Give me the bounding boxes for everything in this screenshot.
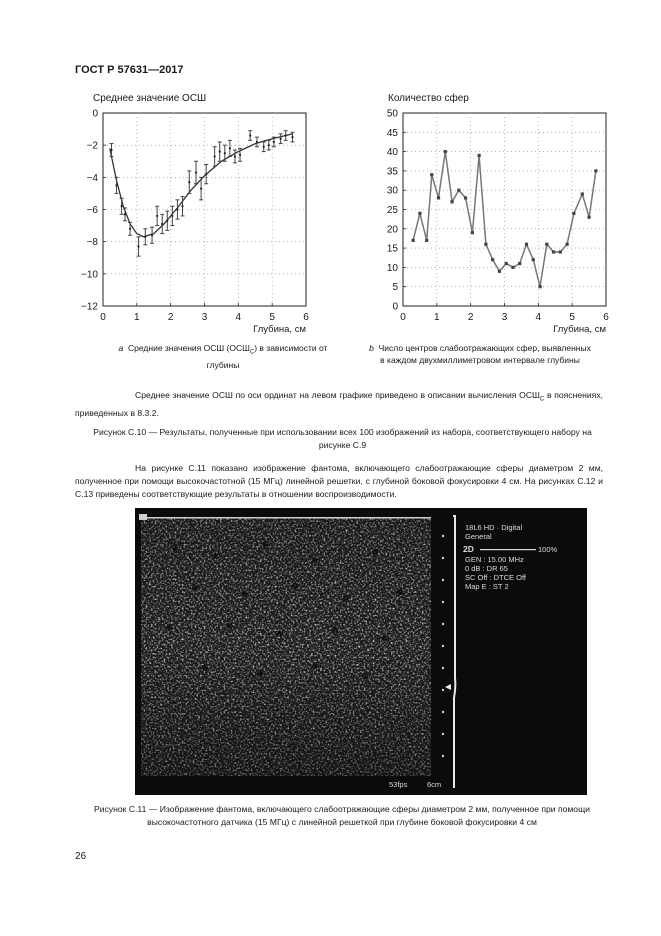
left-chart-point xyxy=(285,134,287,136)
right-chart-ytick-label: 15 xyxy=(386,243,398,255)
right-chart-point xyxy=(430,173,433,176)
left-chart-point xyxy=(224,152,226,154)
left-chart-point xyxy=(219,151,221,153)
right-chart-point xyxy=(581,192,584,195)
caption-b xyxy=(350,342,610,366)
right-chart-ytick-label: 10 xyxy=(386,262,398,274)
right-chart-point xyxy=(471,231,474,234)
right-chart-ytick-label: 0 xyxy=(392,301,398,313)
right-chart-point xyxy=(412,239,415,242)
left-chart-ytick-label: −10 xyxy=(81,269,98,281)
left-chart-xtick-label: 2 xyxy=(167,312,174,323)
left-chart-point xyxy=(263,146,265,148)
paragraph-snr-note xyxy=(75,389,603,420)
right-chart-point xyxy=(545,243,548,246)
us-fps: 53fps xyxy=(389,780,408,789)
left-chart-point xyxy=(268,144,270,146)
caption-b-label: b xyxy=(369,343,374,353)
us-depth: 6cm xyxy=(427,780,442,789)
ultrasound-image xyxy=(135,508,587,795)
left-chart-xtick-label: 6 xyxy=(303,312,309,323)
left-chart-point xyxy=(121,205,123,207)
right-chart-ytick-label: 30 xyxy=(386,185,398,197)
para1-part1: Среднее значение ОСШ по оси ординат на левом графике приведено в описании вычисления ОСШ xyxy=(135,390,540,400)
right-chart-series-line xyxy=(413,152,596,287)
left-chart-point xyxy=(151,234,153,236)
right-chart-ytick-label: 50 xyxy=(386,108,398,120)
left-chart-point xyxy=(234,155,236,157)
right-chart-xtick-label: 4 xyxy=(535,312,542,323)
ultrasound-depth-fade xyxy=(141,518,431,776)
right-chart-ytick-label: 5 xyxy=(392,282,398,294)
caption-a-sub: С xyxy=(249,349,255,356)
right-chart-title: Количество сфер xyxy=(388,93,469,104)
right-chart-point xyxy=(511,266,514,269)
caption-a-text-end: ) в зависимости от xyxy=(254,343,328,353)
right-chart-point xyxy=(572,212,575,215)
figure-c10-caption: Рисунок С.10 — Результаты, полученные при использовании всех 100 изображений из набора, соответствующего набору на рисунке С.9 xyxy=(93,427,592,450)
right-chart-point xyxy=(464,196,467,199)
us-mode-2d: 2D xyxy=(463,544,474,554)
left-chart-title: Среднее значение ОСШ xyxy=(93,93,207,104)
right-chart-point xyxy=(587,216,590,219)
right-chart-point xyxy=(565,243,568,246)
us-percent: 100% xyxy=(538,545,558,554)
left-chart-point xyxy=(144,236,146,238)
left-chart-point xyxy=(256,141,258,143)
us-db: 0 dB : DR 65 xyxy=(465,564,508,573)
left-chart-point xyxy=(188,181,190,183)
right-chart-point xyxy=(552,250,555,253)
left-chart-point xyxy=(156,215,158,217)
right-chart-point xyxy=(457,189,460,192)
right-chart-point xyxy=(505,262,508,265)
left-chart-ytick-label: −2 xyxy=(86,140,98,152)
left-chart-xtick-label: 1 xyxy=(134,312,140,323)
caption-a-label: а xyxy=(118,343,124,353)
left-chart-point xyxy=(129,228,131,230)
right-chart-point xyxy=(532,258,535,261)
right-chart-xtick-label: 2 xyxy=(467,312,474,323)
left-chart-point xyxy=(181,205,183,207)
right-chart-xtick-label: 5 xyxy=(569,312,575,323)
ultrasound-top-line xyxy=(141,517,431,519)
right-chart-ytick-label: 45 xyxy=(386,127,398,139)
left-chart-xtick-label: 5 xyxy=(269,312,275,323)
para1-sub: С xyxy=(539,396,545,403)
right-chart-point xyxy=(425,239,428,242)
left-chart-point xyxy=(124,213,126,215)
right-chart-point xyxy=(450,200,453,203)
us-probe: 18L6 HD · Digital xyxy=(465,523,523,532)
left-chart-ytick-label: −6 xyxy=(86,205,98,216)
left-chart-point xyxy=(249,134,251,136)
left-chart-xtick-label: 4 xyxy=(235,312,242,323)
right-chart-point xyxy=(594,169,597,172)
para1-part2: в пояснениях, приведенных в 8.3.2. xyxy=(75,390,603,418)
right-chart-ytick-label: 35 xyxy=(386,166,398,178)
left-chart-point xyxy=(280,138,282,140)
left-chart-point xyxy=(229,147,231,149)
right-chart-xtick-label: 6 xyxy=(603,312,609,323)
us-map: Map E : ST 2 xyxy=(465,582,509,591)
left-chart-point xyxy=(214,155,216,157)
right-chart-point xyxy=(444,150,447,153)
left-chart-xtick-label: 3 xyxy=(201,312,208,323)
right-chart-point xyxy=(498,270,501,273)
right-chart-ytick-label: 20 xyxy=(386,224,398,236)
document-header: ГОСТ Р 57631—2017 xyxy=(75,64,184,76)
left-chart-point xyxy=(176,208,178,210)
us-mode: General xyxy=(465,532,492,541)
left-chart-point xyxy=(273,141,275,143)
left-chart-point xyxy=(137,245,139,247)
left-chart-point xyxy=(200,187,202,189)
left-chart-point xyxy=(205,173,207,175)
left-chart-ytick-label: 0 xyxy=(92,108,98,120)
right-chart-point xyxy=(491,258,494,261)
right-chart xyxy=(360,100,620,340)
left-chart-ytick-label: −12 xyxy=(81,301,98,313)
figure-c11-caption: Рисунок С.11 — Изображение фантома, включающего слабоотражающие сферы диаметром 2 мм, полученное при помощи высокочастотного датчика (15 МГц) с линейной решеткой при глубине боковой фокусировки 4 см xyxy=(94,804,590,827)
left-chart xyxy=(60,100,320,340)
right-chart-point xyxy=(538,285,541,288)
us-level-bar xyxy=(480,549,536,550)
right-chart-point xyxy=(418,212,421,215)
left-chart-point xyxy=(171,215,173,217)
caption-b-line2: в каждом двухмиллиметровом интервале глубины xyxy=(380,355,580,365)
right-chart-point xyxy=(525,243,528,246)
right-chart-point xyxy=(559,250,562,253)
ultrasound-probe-marker xyxy=(139,514,147,520)
right-chart-ytick-label: 25 xyxy=(386,205,398,216)
left-chart-xtick-label: 0 xyxy=(100,312,106,323)
right-chart-point xyxy=(437,196,440,199)
left-chart-point xyxy=(161,223,163,225)
left-chart-point xyxy=(166,220,168,222)
caption-a-line2: глубины xyxy=(206,359,240,370)
right-chart-xtick-label: 0 xyxy=(400,312,406,323)
right-chart-ytick-label: 40 xyxy=(386,147,398,159)
us-sc: SC Off : DTCE Off xyxy=(465,573,526,582)
right-chart-point xyxy=(484,243,487,246)
page-number: 26 xyxy=(75,851,87,862)
caption-a-text: Средние значения ОСШ (ОСШ xyxy=(128,343,250,353)
caption-b-line1: Число центров слабоотражающих сфер, выявленных xyxy=(378,343,591,353)
left-chart-ytick-label: −8 xyxy=(86,237,98,249)
left-chart-ytick-label: −4 xyxy=(86,172,98,184)
us-gen: GEN : 15.00 MHz xyxy=(465,555,524,564)
right-chart-point xyxy=(518,262,521,265)
right-chart-xlabel: Глубина, см xyxy=(553,324,606,335)
paragraph-figure-c11: На рисунке С.11 показано изображение фантома, включающего слабоотражающие сферы диаметром 2 мм, полученное при помощи высокочастотной (15 МГц) линейной решетки, с глубиной боковой фокусировки 4 см. На рисунках С.12 и С.13 приведены соответствующие результаты в отношении воспроизводимости. xyxy=(75,463,603,499)
right-chart-point xyxy=(478,154,481,157)
right-chart-xtick-label: 3 xyxy=(501,312,508,323)
left-chart-point xyxy=(195,171,197,173)
caption-a xyxy=(113,342,333,371)
left-chart-point xyxy=(239,154,241,156)
left-chart-point xyxy=(115,184,117,186)
left-chart-xlabel: Глубина, см xyxy=(253,324,306,335)
left-chart-point xyxy=(291,136,293,138)
left-chart-point xyxy=(110,149,112,151)
right-chart-xtick-label: 1 xyxy=(434,312,440,323)
